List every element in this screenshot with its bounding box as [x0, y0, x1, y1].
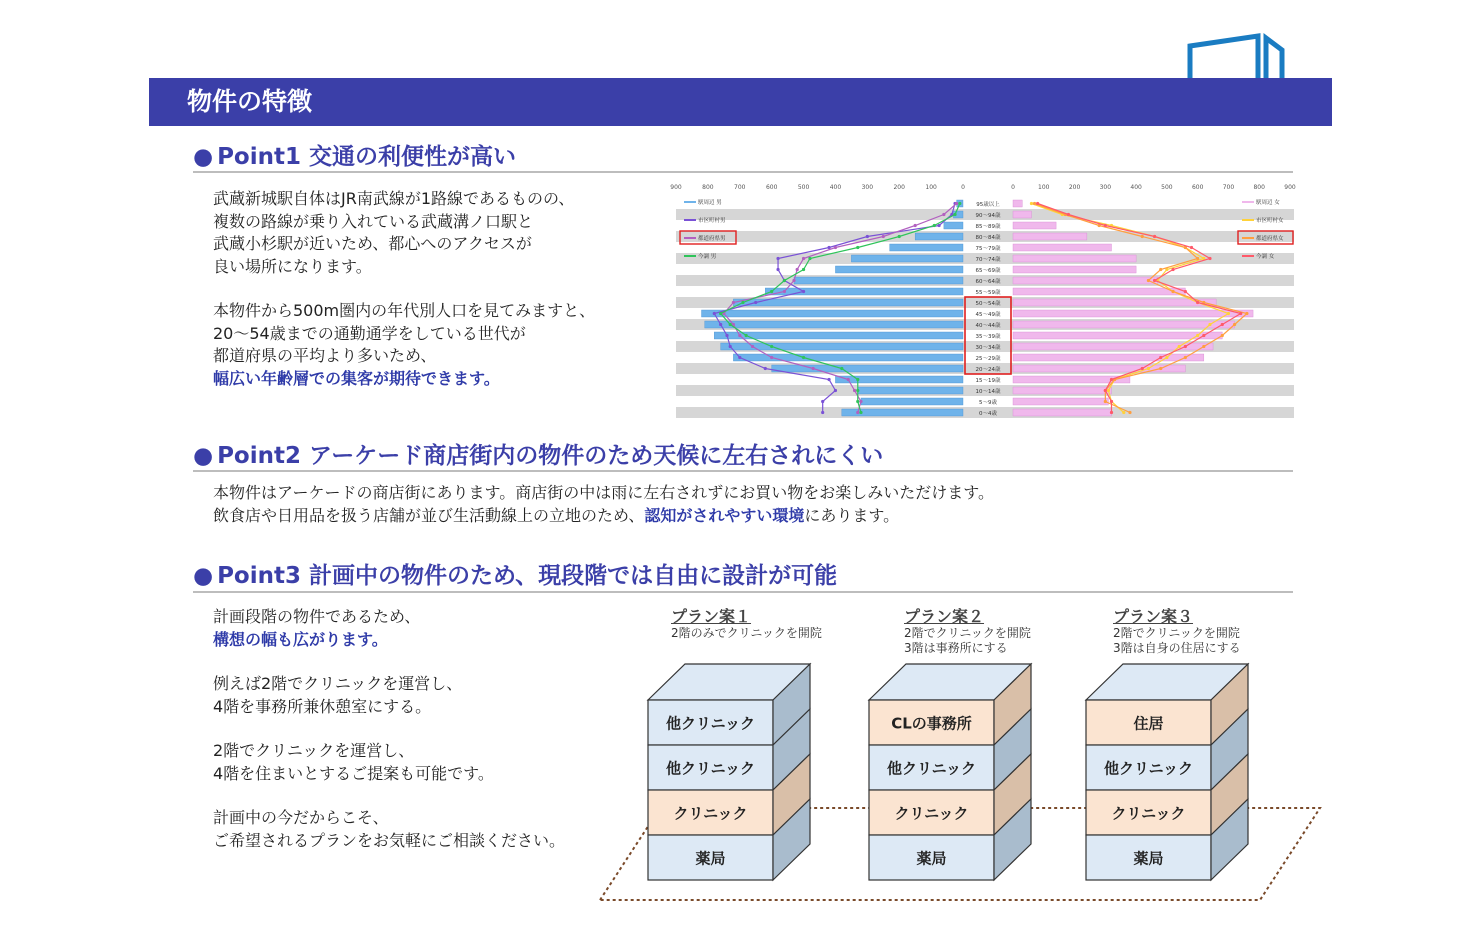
point1-heading	[193, 138, 516, 171]
male-line-municipal-point	[802, 290, 805, 293]
age-label: 25～29歳	[975, 356, 1001, 362]
highlight-text: 認知がされやすい環境	[644, 505, 805, 525]
floor-label: CLの事務所	[891, 714, 972, 733]
female-line-current-point	[1202, 334, 1205, 337]
female-bar	[1013, 398, 1108, 405]
male-line-current-point	[953, 213, 956, 216]
male-bar	[705, 321, 963, 328]
female-bar	[1013, 277, 1158, 284]
male-line-current-point	[856, 400, 859, 403]
female-line-prefecture-point	[1033, 202, 1036, 205]
female-line-municipal-point	[1227, 312, 1230, 315]
male-line-current-point	[898, 235, 901, 238]
female-line-municipal-point	[1196, 334, 1199, 337]
plan-desc: 2階でクリニックを開院	[904, 626, 1031, 640]
point2-title: Point2 アーケード商店街内の物件のため天候に左右されにくい	[217, 443, 884, 469]
female-bar	[1013, 288, 1185, 295]
text-line: 20～54歳までの通勤通学をしている世代が	[213, 323, 526, 343]
male-bar	[772, 365, 963, 372]
age-label: 55～59歳	[975, 290, 1001, 296]
male-line-prefecture-point	[812, 367, 815, 370]
female-line-municipal-point	[1030, 202, 1033, 205]
point1-text	[213, 188, 595, 390]
female-line-current-point	[1190, 246, 1193, 249]
male-bar	[861, 398, 963, 405]
female-bar	[1013, 244, 1111, 251]
male-line-municipal-point	[725, 334, 728, 337]
text-line: 武蔵新城駅自体はJR南武線が1路線であるものの、	[213, 189, 575, 208]
female-line-prefecture-point	[1104, 400, 1107, 403]
male-line-current-point	[745, 334, 748, 337]
text-line: 4階を住まいとするご提案も可能です。	[213, 763, 494, 783]
male-line-municipal-point	[827, 378, 830, 381]
age-label: 85～89歳	[975, 224, 1001, 230]
male-line-municipal-point	[821, 411, 824, 414]
age-label: 70～74歳	[975, 257, 1001, 263]
male-line-prefecture-point	[955, 202, 958, 205]
plan-desc: 3階は事務所にする	[904, 641, 1008, 655]
female-line-current-point	[1110, 411, 1113, 414]
male-line-current-point	[719, 312, 722, 315]
male-line-current-point	[770, 345, 773, 348]
female-line-prefecture-point	[1245, 312, 1248, 315]
male-line-prefecture-point	[802, 257, 805, 260]
female-line-prefecture-point	[1196, 257, 1199, 260]
female-bar	[1013, 299, 1216, 306]
floor-label: クリニック	[673, 804, 748, 823]
tick-label: 600	[765, 184, 778, 191]
female-line-municipal-point	[1208, 323, 1211, 326]
legend-label: 都道府県男	[698, 236, 726, 242]
floor-label: クリニック	[894, 804, 969, 823]
tick-label: 800	[1253, 184, 1265, 191]
female-line-municipal-point	[1178, 345, 1181, 348]
male-bar	[835, 266, 963, 273]
building-plan-1	[648, 664, 810, 880]
bullet-icon: ●	[193, 563, 214, 589]
age-label: 5～9歳	[979, 400, 997, 406]
highlight-text: 構想の幅も広がります。	[213, 629, 388, 649]
female-line-municipal-point	[1122, 411, 1125, 414]
male-line-prefecture-point	[783, 290, 786, 293]
female-bar	[1013, 409, 1111, 416]
male-line-municipal-point	[764, 367, 767, 370]
building-plans-diagram	[590, 660, 1330, 910]
tick-label: 700	[734, 184, 746, 191]
floor-label: 他クリニック	[886, 759, 977, 778]
legend-label: 市区町村女	[1256, 218, 1284, 224]
female-line-current-point	[1171, 268, 1174, 271]
female-line-current-point	[1036, 202, 1039, 205]
text-line: 都道府県の平均より多いため、	[213, 346, 437, 365]
female-line-prefecture-point	[1184, 356, 1187, 359]
male-line-prefecture-point	[847, 378, 850, 381]
female-line-current-point	[1110, 400, 1113, 403]
female-bar	[1013, 387, 1111, 394]
male-bar	[794, 277, 963, 284]
text-line: ご希望されるプランをお気軽にご相談ください。	[213, 830, 566, 850]
male-line-current-point	[840, 367, 843, 370]
male-line-prefecture-point	[882, 235, 885, 238]
female-bar	[1013, 321, 1235, 328]
male-line-municipal-point	[738, 356, 741, 359]
plan-title: プラン案１	[671, 607, 752, 626]
male-bar	[858, 387, 963, 394]
floor-label: 薬局	[695, 849, 726, 868]
male-line-current-point	[856, 389, 859, 392]
male-line-current-point	[770, 290, 773, 293]
female-line-prefecture-point	[1221, 334, 1224, 337]
text-line: 計画中の今だからこそ、	[213, 808, 389, 827]
age-label: 30～34歳	[975, 345, 1001, 351]
female-bar	[1013, 222, 1056, 229]
male-line-municipal-point	[776, 268, 779, 271]
age-label: 40～44歳	[975, 323, 1001, 329]
plan2-caption	[904, 608, 1031, 656]
legend-label: 今調 女	[1256, 254, 1275, 260]
male-line-current-point	[741, 301, 744, 304]
point1-title: Point1 交通の利便性が高い	[217, 144, 516, 170]
male-line-current-point	[783, 279, 786, 282]
female-bar	[1013, 200, 1022, 207]
male-line-prefecture-point	[770, 356, 773, 359]
point3-heading	[193, 557, 837, 590]
male-line-current-point	[933, 224, 936, 227]
floor-label: 薬局	[916, 849, 947, 868]
text-line: 複数の路線が乗り入れている武蔵溝ノ口駅と	[213, 211, 534, 231]
male-line-current-point	[808, 257, 811, 260]
male-line-prefecture-point	[796, 268, 799, 271]
tick-label: 100	[1038, 184, 1050, 191]
plan3-caption	[1113, 608, 1241, 656]
female-bar	[1013, 310, 1253, 317]
age-label: 75～79歳	[975, 246, 1001, 252]
male-line-prefecture-point	[859, 400, 862, 403]
female-line-municipal-point	[1147, 367, 1150, 370]
tick-label: 800	[702, 184, 714, 191]
female-bar	[1013, 266, 1136, 273]
female-line-prefecture-point	[1233, 323, 1236, 326]
plan-desc: 2階のみでクリニックを開院	[671, 626, 822, 640]
female-line-current-point	[1208, 257, 1211, 260]
building-plan-3	[1086, 664, 1248, 880]
point2-text	[213, 482, 994, 527]
female-line-current-point	[1110, 378, 1113, 381]
floor-label: 他クリニック	[665, 714, 756, 733]
age-label: 95歳以上	[976, 202, 1000, 208]
male-line-municipal-point	[713, 312, 716, 315]
male-line-current-point	[856, 378, 859, 381]
tick-label: 200	[1068, 184, 1081, 191]
tick-label: 300	[1099, 184, 1112, 191]
floor-label: 他クリニック	[665, 759, 756, 778]
tick-label: 900	[1284, 184, 1296, 191]
male-bar	[702, 310, 963, 317]
text-line: 良い場所になります。	[213, 256, 372, 276]
female-line-current-point	[1067, 213, 1070, 216]
age-label: 65～69歳	[975, 268, 1001, 274]
female-bar	[1013, 255, 1136, 262]
male-bar	[890, 244, 963, 251]
age-label: 15～19歳	[975, 378, 1001, 384]
male-line-municipal-point	[866, 235, 869, 238]
plan-desc: 2階でクリニックを開院	[1113, 626, 1240, 640]
male-line-current-point	[802, 356, 805, 359]
female-line-current-point	[1153, 235, 1156, 238]
point2-heading	[193, 437, 883, 470]
age-label: 45～49歳	[975, 312, 1001, 318]
building-plan-2	[869, 664, 1031, 880]
legend-label: 都道府県女	[1256, 236, 1284, 242]
tick-label: 100	[925, 184, 937, 191]
age-label: 90～94歳	[975, 213, 1001, 219]
tick-label: 600	[1191, 184, 1204, 191]
legend-label: 今調 男	[698, 254, 717, 260]
female-line-prefecture-point	[1147, 279, 1150, 282]
female-line-prefecture-point	[1171, 290, 1174, 293]
section-banner	[149, 78, 1332, 126]
floor-label: 他クリニック	[1103, 759, 1194, 778]
male-line-prefecture-point	[856, 411, 859, 414]
legend-label: 駅周辺 女	[1256, 200, 1280, 206]
plan-desc: 3階は自身の住居にする	[1113, 641, 1241, 655]
female-line-current-point	[1141, 367, 1144, 370]
divider	[193, 470, 1293, 472]
legend-label: 駅周辺 男	[698, 200, 722, 206]
male-line-municipal-point	[821, 400, 824, 403]
male-line-current-point	[856, 246, 859, 249]
text-line: 飲食店や日用品を扱う店舗が並び生活動線上の立地のため、	[213, 505, 645, 525]
male-line-current-point	[859, 411, 862, 414]
female-line-current-point	[1239, 312, 1242, 315]
female-bar	[1013, 233, 1087, 240]
female-line-current-point	[1184, 290, 1187, 293]
male-line-municipal-point	[729, 345, 732, 348]
text-line: 計画段階の物件であるため、	[213, 607, 421, 626]
female-line-current-point	[1221, 323, 1224, 326]
age-label: 80～84歳	[975, 235, 1001, 241]
bullet-icon: ●	[193, 144, 214, 170]
male-line-municipal-point	[754, 301, 757, 304]
age-label: 50～54歳	[975, 301, 1001, 307]
female-bar	[1013, 354, 1204, 361]
floor-label: クリニック	[1111, 804, 1186, 823]
legend-label: 市区町村男	[698, 218, 726, 224]
male-line-municipal-point	[937, 224, 940, 227]
plan-title: プラン案２	[904, 607, 985, 626]
tick-label: 0	[1011, 184, 1015, 191]
text-line: 2階でクリニックを運営し、	[213, 741, 415, 760]
tick-label: 0	[961, 184, 965, 191]
divider	[193, 591, 1293, 593]
female-line-prefecture-point	[1202, 345, 1205, 348]
male-bar	[944, 222, 963, 229]
plan1-caption	[671, 608, 822, 641]
banner-title: 物件の特徴	[187, 87, 313, 116]
female-bar	[1013, 332, 1222, 339]
male-line-prefecture-point	[853, 389, 856, 392]
female-line-current-point	[1153, 279, 1156, 282]
tick-label: 300	[861, 184, 874, 191]
tick-label: 900	[670, 184, 682, 191]
female-line-prefecture-point	[1159, 367, 1162, 370]
floor-label: 薬局	[1133, 849, 1164, 868]
female-line-current-point	[1159, 356, 1162, 359]
floor-label: 住居	[1133, 714, 1164, 733]
male-line-prefecture-point	[942, 213, 945, 216]
bullet-icon: ●	[193, 443, 214, 469]
tick-label: 700	[1222, 184, 1235, 191]
tick-label: 500	[1161, 184, 1173, 191]
female-line-current-point	[1104, 389, 1107, 392]
male-line-municipal-point	[834, 389, 837, 392]
female-line-current-point	[1196, 301, 1199, 304]
male-line-prefecture-point	[751, 345, 754, 348]
point3-title: Point3 計画中の物件のため、現段階では自由に設計が可能	[217, 563, 838, 589]
male-line-municipal-point	[776, 257, 779, 260]
population-pyramid-chart	[670, 180, 1296, 418]
male-line-municipal-point	[827, 246, 830, 249]
text-line: 例えば2階でクリニックを運営し、	[213, 674, 463, 693]
male-line-prefecture-point	[738, 334, 741, 337]
age-label: 0～4歳	[979, 411, 997, 417]
plan-title: プラン案３	[1113, 607, 1194, 626]
male-line-prefecture-point	[834, 246, 837, 249]
tick-label: 400	[829, 184, 842, 191]
female-line-current-point	[1184, 345, 1187, 348]
female-line-prefecture-point	[1128, 411, 1131, 414]
female-line-prefecture-point	[1141, 235, 1144, 238]
text-line: 本物件はアーケードの商店街にあります。商店街の中は雨に左右されずにお買い物をお楽しみいただけます。	[213, 483, 994, 502]
male-line-prefecture-point	[732, 301, 735, 304]
male-line-municipal-point	[719, 323, 722, 326]
highlight-text: 幅広い年齢層での集客が期待できます。	[213, 368, 500, 388]
male-line-prefecture-point	[792, 279, 795, 282]
divider	[193, 171, 1293, 173]
text-line: 4階を事務所兼休憩室にする。	[213, 696, 432, 716]
female-line-municipal-point	[1107, 389, 1110, 392]
male-line-current-point	[802, 268, 805, 271]
age-label: 60～64歳	[975, 279, 1001, 285]
tick-label: 400	[1130, 184, 1142, 191]
male-line-current-point	[729, 323, 732, 326]
female-bar	[1013, 211, 1031, 218]
male-bar	[915, 233, 963, 240]
point3-text	[213, 606, 565, 852]
male-line-current-point	[958, 202, 961, 205]
female-line-prefecture-point	[1159, 268, 1162, 271]
age-label: 10～14歳	[975, 389, 1001, 395]
male-line-prefecture-point	[914, 224, 917, 227]
tick-label: 500	[797, 184, 810, 191]
text-line: 武蔵小杉駅が近いため、都心へのアクセスが	[213, 234, 532, 253]
tick-label: 200	[893, 184, 905, 191]
text-line: 本物件から500m圏内の年代別人口を見てみますと、	[213, 301, 596, 320]
male-bar	[851, 255, 963, 262]
female-line-current-point	[1104, 224, 1107, 227]
female-line-municipal-point	[1165, 356, 1168, 359]
age-label: 20～24歳	[975, 367, 1001, 373]
age-label: 35～39歳	[975, 334, 1001, 340]
text-line: にあります。	[804, 505, 900, 525]
